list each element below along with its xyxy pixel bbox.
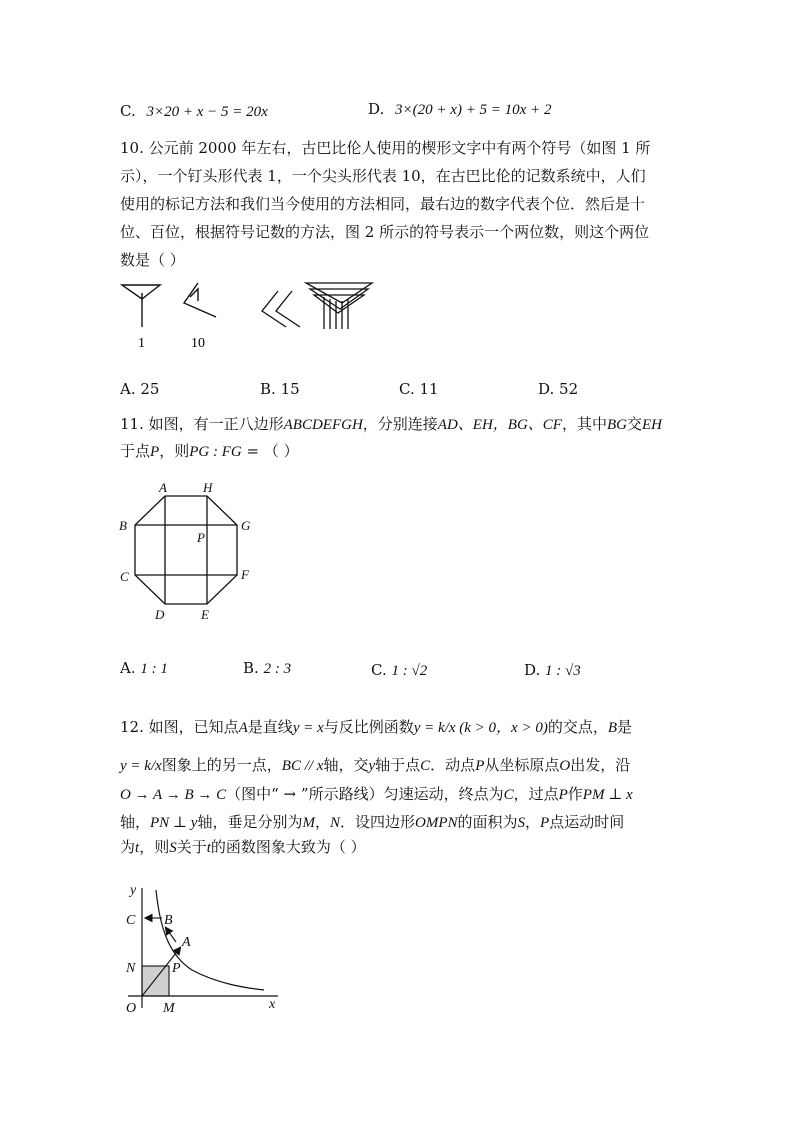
option-formula: 3×20 + x − 5 = 20x bbox=[146, 104, 268, 120]
cuneiform-ten-symbol bbox=[184, 283, 216, 317]
q10-line: 示），一个钉头形代表 1，一个尖头形代表 10，在古巴比伦的记数系统中，人们 bbox=[120, 167, 646, 185]
option-label: D. bbox=[368, 100, 385, 118]
y-axis-label: y bbox=[130, 883, 137, 898]
coordinate-figure bbox=[118, 880, 288, 1015]
q12-stem-line5: 为t，则S关于t的函数图象大致为（ ） bbox=[120, 838, 366, 856]
q10-option-c: C. 11 bbox=[399, 380, 439, 398]
octagon-outline bbox=[135, 496, 237, 604]
q10-option-b: B. 15 bbox=[260, 380, 300, 398]
q11-option-d: D. 1 : √3 bbox=[524, 661, 581, 679]
origin-label: O bbox=[126, 1001, 137, 1016]
cuneiform-two-digit-symbol bbox=[262, 283, 372, 329]
cuneiform-one-symbol bbox=[122, 285, 160, 327]
q12-stem-line3: O → A → B → C（图中“ → ”所示路线）匀速运动，终点为C，过点P作PM ⊥ x bbox=[120, 785, 633, 803]
point-p-label: P bbox=[197, 530, 205, 545]
q9-option-d bbox=[368, 99, 551, 120]
vertex-f-label: F bbox=[241, 567, 249, 582]
point-p-label: P bbox=[172, 961, 181, 976]
q12-stem-line4: 轴，PN ⊥ y轴，垂足分别为M，N．设四边形OMPN的面积为S，P点运动时间 bbox=[120, 813, 625, 831]
vertex-e-label: E bbox=[201, 607, 209, 622]
vertex-g-label: G bbox=[241, 518, 251, 533]
point-m-label: M bbox=[163, 1001, 175, 1016]
q11-stem-line1: 11. 如图，有一正八边形ABCDEFGH，分别连接AD、EH，BG、CF，其中BG交EH bbox=[120, 415, 662, 433]
vertex-d-label: D bbox=[155, 607, 165, 622]
vertex-b-label: B bbox=[119, 518, 127, 533]
q12-stem-line2: y = k/x图象上的另一点，BC // x轴，交y轴于点C．动点P从坐标原点O出发，沿 bbox=[120, 756, 631, 774]
option-formula: 3×(20 + x) + 5 = 10x + 2 bbox=[395, 102, 552, 118]
q11-option-a: A. 1 : 1 bbox=[120, 659, 168, 677]
vertex-c-label: C bbox=[120, 569, 129, 584]
point-b-label: B bbox=[164, 913, 173, 928]
q10-line: 10. 公元前 2000 年左右，古巴比伦人使用的楔形文字中有两个符号（如图 1 所 bbox=[120, 139, 651, 157]
option-label: C. bbox=[120, 102, 136, 120]
q11-option-b: B. 2 : 3 bbox=[243, 659, 292, 677]
point-c-label: C bbox=[126, 913, 136, 928]
x-axis-label: x bbox=[269, 997, 276, 1012]
q9-option-c bbox=[120, 101, 268, 122]
point-a-label: A bbox=[182, 935, 191, 950]
vertex-a-label: A bbox=[159, 480, 167, 495]
point-n-label: N bbox=[126, 961, 136, 976]
vertex-h-label: H bbox=[203, 480, 213, 495]
q11-stem-line2: 于点P，则PG : FG = （ ） bbox=[120, 442, 299, 460]
q10-option-a: A. 25 bbox=[120, 380, 160, 398]
octagon-figure bbox=[115, 478, 275, 628]
q10-line: 使用的标记方法和我们当今使用的方法相同，最右边的数字代表个位．然后是十 bbox=[120, 195, 646, 213]
cuneiform-figure bbox=[118, 275, 388, 355]
q10-line: 数是（ ） bbox=[120, 251, 185, 269]
cuneiform-one-label: 1 bbox=[138, 336, 145, 351]
q10-line: 位、百位，根据符号记数的方法，图 2 所示的符号表示一个两位数，则这个两位 bbox=[120, 223, 650, 241]
q10-stem bbox=[120, 134, 680, 274]
q10-option-d: D. 52 bbox=[538, 380, 579, 398]
q11-option-c: C. 1 : √2 bbox=[371, 661, 428, 679]
cuneiform-ten-label: 10 bbox=[191, 336, 205, 351]
q12-stem-line1: 12. 如图，已知点A是直线y = x与反比例函数y = k/x (k > 0，x > 0)的交点，B是 bbox=[120, 718, 633, 736]
